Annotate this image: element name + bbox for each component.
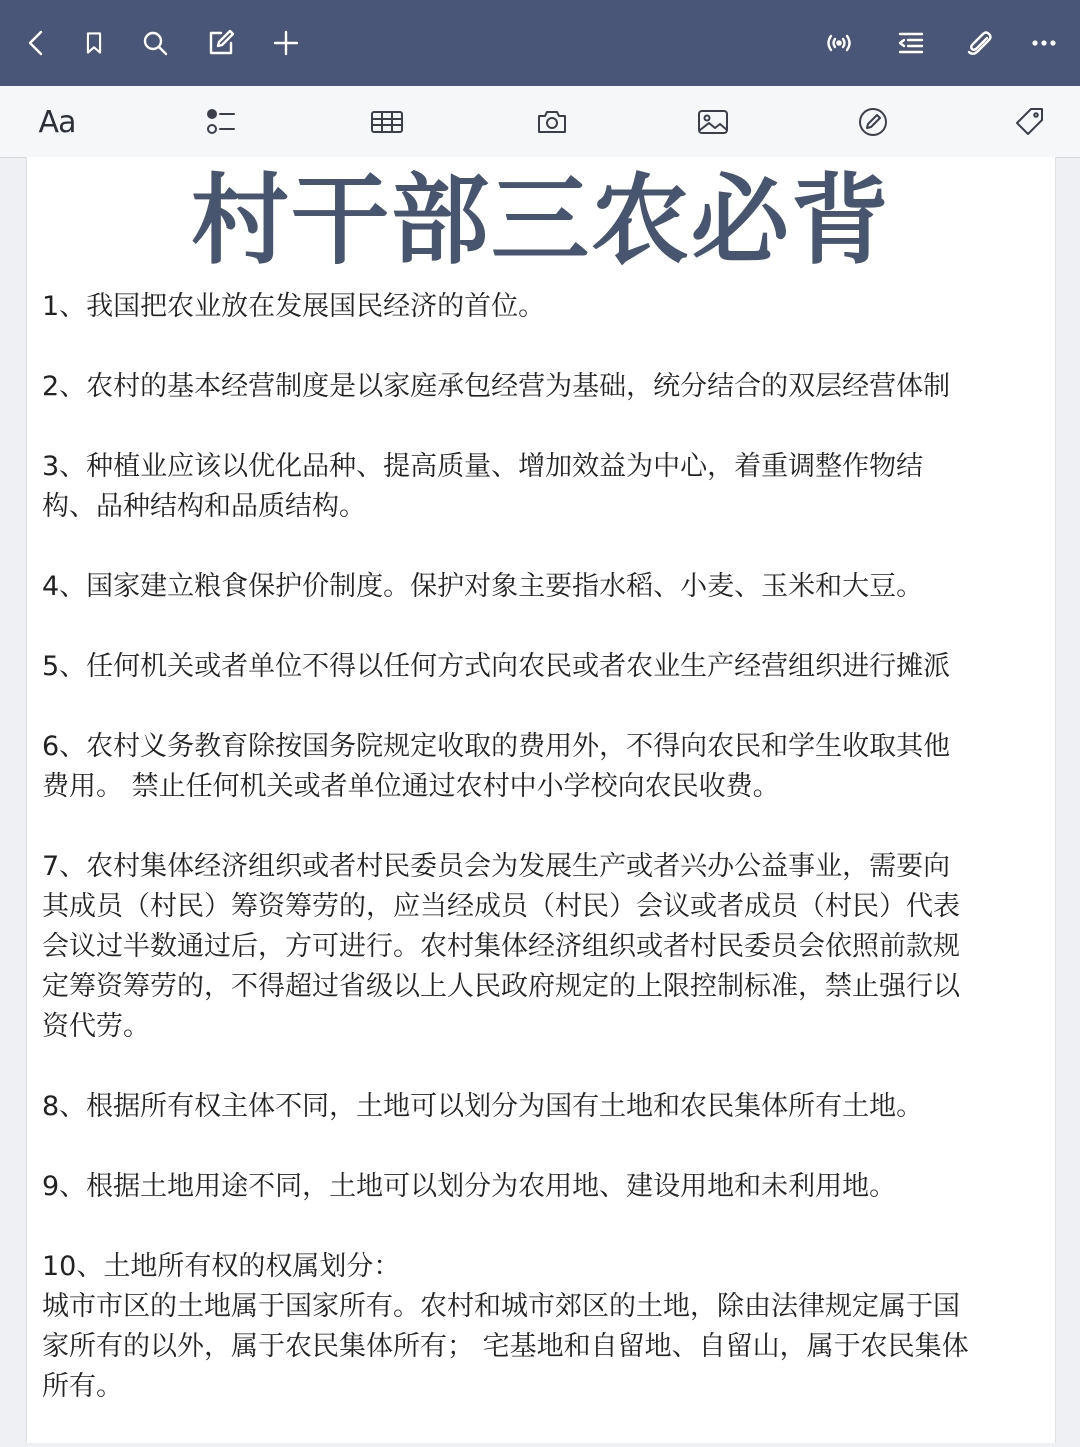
outline-button[interactable]: [888, 20, 934, 66]
paragraph-line: 3、种植业应该以优化品种、提高质量、增加效益为中心，着重调整作物结: [42, 451, 924, 482]
add-button[interactable]: [263, 20, 309, 66]
checklist-icon: [204, 105, 238, 139]
note-body[interactable]: [42, 287, 1042, 1447]
note-paragraph: [42, 447, 1042, 527]
read-aloud-icon: [824, 28, 854, 58]
paragraph-line: 其成员（村民）筹资筹劳的，应当经成员（村民）会议或者成员（村民）代表: [42, 891, 960, 922]
back-icon: [22, 28, 52, 58]
paragraph-line: 2、农村的基本经营制度是以家庭承包经营为基础，统分结合的双层经营体制: [42, 371, 951, 402]
note-paragraph: [42, 1087, 1042, 1127]
top-navigation-bar: [0, 0, 1080, 86]
search-button[interactable]: [132, 20, 178, 66]
paragraph-line: 6、农村义务教育除按国务院规定收取的费用外，不得向农民和学生收取其他: [42, 731, 951, 762]
table-button[interactable]: [363, 98, 411, 146]
paragraph-line: 10、土地所有权的权属划分：: [42, 1251, 401, 1282]
note-paragraph: [42, 727, 1042, 807]
handwriting-button[interactable]: [849, 98, 897, 146]
text-format-label: Aa: [38, 104, 76, 140]
image-icon: [696, 105, 730, 139]
search-icon: [140, 28, 170, 58]
note-paragraph: [42, 367, 1042, 407]
paragraph-line: 城市市区的土地属于国家所有。农村和城市郊区的土地，除由法律规定属于国: [42, 1291, 960, 1322]
table-icon: [367, 105, 407, 139]
camera-button[interactable]: [528, 98, 576, 146]
paragraph-line: 7、农村集体经济组织或者村民委员会为发展生产或者兴办公益事业，需要向: [42, 851, 951, 882]
more-button[interactable]: [1021, 20, 1067, 66]
image-button[interactable]: [689, 98, 737, 146]
edit-button[interactable]: [198, 20, 244, 66]
attachment-button[interactable]: [956, 20, 1002, 66]
plus-icon: [271, 28, 301, 58]
attachment-icon: [964, 28, 994, 58]
paragraph-line: 所有。: [42, 1371, 123, 1402]
paragraph-line: 家所有的以外，属于农民集体所有； 宅基地和自留地、自留山，属于农民集体: [42, 1331, 969, 1362]
note-paragraph: [42, 287, 1042, 327]
tag-icon: [1013, 105, 1047, 139]
back-button[interactable]: [14, 20, 60, 66]
note-paragraph: [42, 647, 1042, 687]
note-paragraph: [42, 1167, 1042, 1207]
paragraph-line: 8、根据所有权主体不同，土地可以划分为国有土地和农民集体所有土地。: [42, 1091, 924, 1122]
paragraph-line: 4、国家建立粮食保护价制度。保护对象主要指水稻、小麦、玉米和大豆。: [42, 571, 924, 602]
paragraph-line: 1、我国把农业放在发展国民经济的首位。: [42, 291, 546, 322]
paragraph-line: 费用。 禁止任何机关或者单位通过农村中小学校向农民收费。: [42, 771, 780, 802]
note-paragraph: [42, 1247, 1042, 1407]
paragraph-line: 5、任何机关或者单位不得以任何方式向农民或者农业生产经营组织进行摊派: [42, 651, 951, 682]
pencil-icon: [856, 105, 890, 139]
outline-icon: [896, 28, 926, 58]
note-page[interactable]: [26, 157, 1056, 1443]
paragraph-line: 定筹资筹劳的，不得超过省级以上人民政府规定的上限控制标准，禁止强行以: [42, 971, 960, 1002]
note-paragraph: [42, 567, 1042, 607]
text-format-button[interactable]: [33, 98, 81, 146]
paragraph-line: 9、根据土地用途不同，土地可以划分为农用地、建设用地和未利用地。: [42, 1171, 897, 1202]
paragraph-line: 会议过半数通过后，方可进行。农村集体经济组织或者村民委员会依照前款规: [42, 931, 960, 962]
read-aloud-button[interactable]: [816, 20, 862, 66]
checklist-button[interactable]: [197, 98, 245, 146]
note-title: 村干部三农必背: [190, 164, 891, 278]
tag-button[interactable]: [1006, 98, 1054, 146]
paragraph-line: 资代劳。: [42, 1011, 150, 1042]
paragraph-line: 构、品种结构和品质结构。: [42, 491, 366, 522]
format-toolbar: [0, 86, 1080, 158]
bookmark-icon: [81, 30, 107, 56]
more-icon: [1029, 28, 1059, 58]
note-paragraph: [42, 847, 1042, 1047]
camera-icon: [535, 105, 569, 139]
bookmark-button[interactable]: [71, 20, 117, 66]
edit-icon: [206, 28, 236, 58]
